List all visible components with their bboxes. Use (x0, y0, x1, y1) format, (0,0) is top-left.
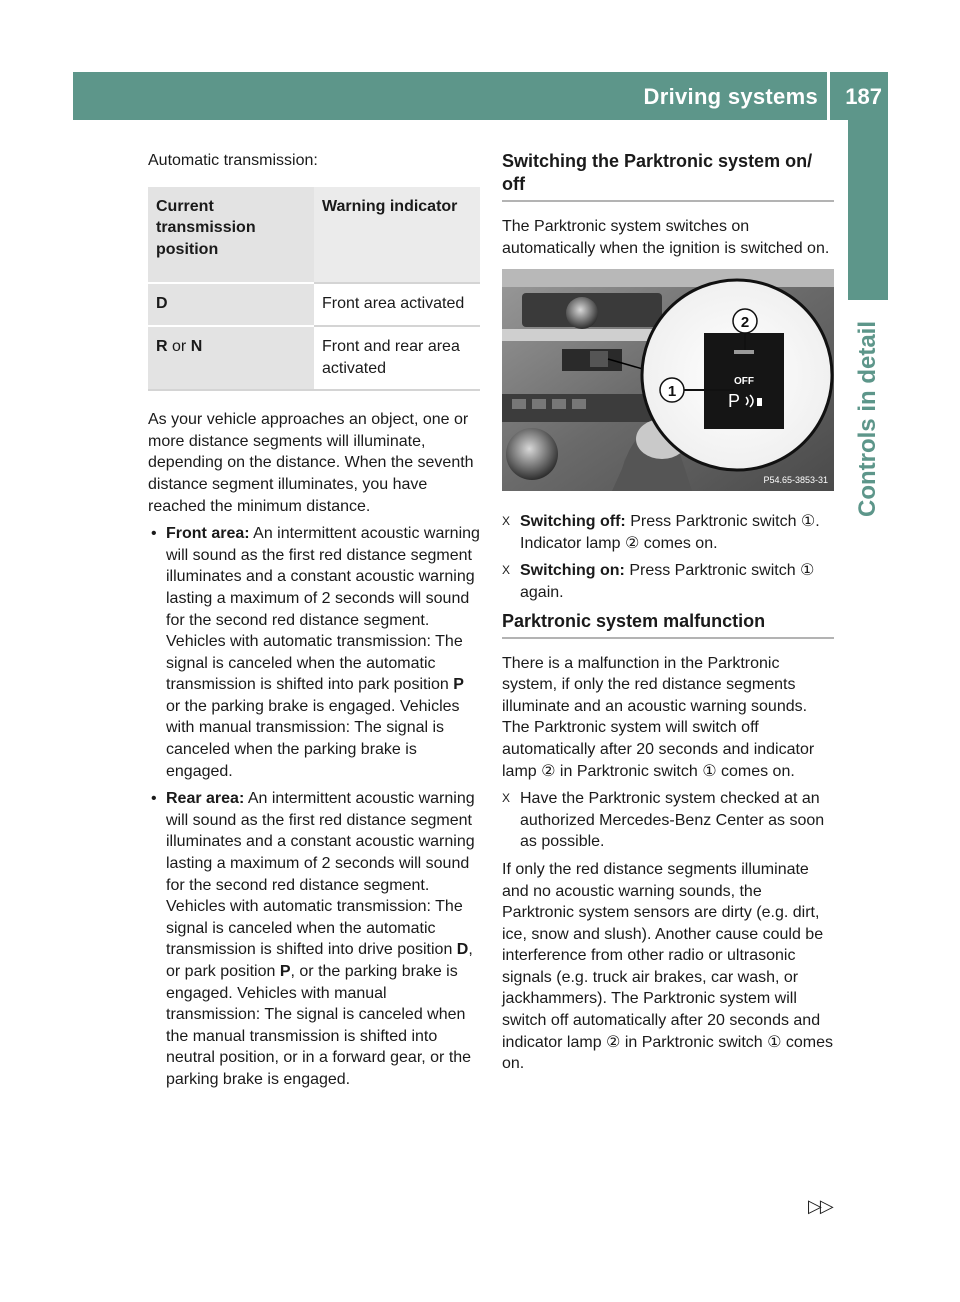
step-switching-on (502, 560, 834, 603)
gear-letter: D (456, 941, 469, 959)
bullet-text: An intermittent acoustic warning will sound as the first red distance segment illuminates and a constant acoustic warning lasting a maximum of 2 seconds will sound for the second red distance segment. Vehicles with automatic transmission: The signal is canceled when the automatic transmission is shifted into park position (166, 525, 480, 694)
table-intro: Automatic transmission: (148, 152, 318, 169)
step-text: Indicator lamp (520, 534, 625, 552)
header-separator (827, 72, 830, 120)
table-cell-position (148, 326, 314, 390)
table-cell-indicator: Front and rear area activated (314, 326, 480, 390)
or-text: or (167, 337, 191, 355)
step-text: comes on. (639, 534, 718, 552)
ref-1-icon: ① (800, 562, 815, 580)
heading-switching: Switching the Parktronic system on/ off (502, 150, 834, 202)
chapter-tab (848, 120, 888, 300)
continued-arrows-icon: ▷▷ (808, 1196, 832, 1216)
ref-1-icon: ① (767, 1033, 782, 1051)
heading-malfunction: Parktronic system malfunction (502, 610, 834, 639)
table-row (148, 283, 480, 326)
ref-1-icon: ① (702, 762, 717, 780)
switch-off-label: OFF (734, 376, 754, 388)
chapter-label (848, 304, 888, 534)
bullet-rear-area (148, 788, 480, 1090)
parktronic-symbol-letter: P (727, 391, 741, 412)
step-arrow-icon: X (502, 563, 511, 578)
gear-letter: R (156, 337, 168, 355)
right-column (502, 150, 834, 1081)
ref-2-icon: ② (541, 762, 556, 780)
bullet-label: Front area: (166, 525, 250, 543)
para-text: If only the red distance segments illuminate and no acoustic warning sounds, the Parktronic system sensors are dirty (e.g. dirt, ice, snow and slush). Another cause could be interference from other radio or ultrasonic signals (e.g. truck air brakes, car wash, or jackhammers). The Parktronic system will switch off automatically after 20 seconds and indicator lamp (502, 860, 824, 1051)
gear-letter: P (279, 963, 291, 980)
section-header-bar (73, 72, 888, 120)
para-text: in Parktronic switch (555, 762, 703, 780)
step-have-checked (502, 788, 834, 853)
figure-code: P54.65-3853-31 (763, 475, 828, 486)
bullet-dot: • (151, 790, 157, 808)
para-text: comes on. (716, 762, 795, 780)
gear-letter: D (156, 295, 168, 313)
table-row (148, 326, 480, 390)
step-text: Press Parktronic switch (624, 562, 801, 580)
ref-1-icon: ① (800, 513, 816, 531)
step-text: Press Parktronic switch (625, 513, 801, 531)
bullet-text: , or park position (166, 941, 473, 980)
step-text: again. (520, 583, 564, 601)
bullet-front-area (148, 523, 480, 782)
para-text: in Parktronic switch (620, 1033, 768, 1051)
malfunction-paragraph (502, 653, 834, 783)
bullet-label: Rear area: (166, 790, 245, 808)
bullet-text: , or the parking brake is engaged. Vehicles with manual transmission: The signal is canceled when the manual transmission is shifted into neutral position, or in a forward gear, or the parking brake is engaged. (166, 963, 472, 1088)
bullet-text: An intermittent acoustic warning will sound as the first red distance segment illuminates and a constant acoustic warning lasting a maximum of 2 seconds will sound for the second red distance segment. Vehicles with automatic transmission: The signal is canceled when the automatic transmission is shifted into drive position (166, 790, 475, 959)
table-header-indicator: Warning indicator (314, 187, 480, 284)
distance-paragraph: As your vehicle approaches an object, one or more distance segments will illuminate, depending on the distance. When the seventh distance segment illuminates, you have reached the minimum distance. (148, 411, 474, 515)
dashboard-illustration (502, 269, 834, 491)
bullet-dot: • (151, 525, 157, 543)
table-header-position: Current transmission position (148, 187, 314, 284)
step-arrow-icon: X (502, 514, 511, 529)
left-column (148, 150, 480, 1097)
switch-on-paragraph: The Parktronic system switches on automatically when the ignition is switched on. (502, 218, 830, 257)
transmission-warning-table (148, 187, 480, 392)
table-cell-indicator: Front area activated (314, 283, 480, 326)
table-cell-position (148, 283, 314, 326)
dirty-sensors-paragraph (502, 859, 834, 1075)
bullet-text: or the parking brake is engaged. Vehicles with manual transmission: The signal is canceled when the parking brake is engaged. (166, 697, 460, 780)
parktronic-switch-figure (502, 269, 834, 491)
callout-1-number: 1 (667, 383, 677, 401)
step-text: Have the Parktronic system checked at an authorized Mercedes-Benz Center as soon as possible. (520, 790, 825, 851)
step-text: . (815, 513, 820, 531)
step-arrow-icon: X (502, 791, 511, 806)
step-label: Switching on: (520, 562, 625, 580)
step-switching-off (502, 511, 834, 554)
ref-2-icon: ② (624, 534, 640, 552)
section-title: Driving systems (643, 84, 818, 109)
page-number: 187 (845, 84, 882, 109)
step-label: Switching off: (520, 513, 626, 531)
para-text: There is a malfunction in the Parktronic system, if only the red distance segments illuminate and an acoustic warning sounds. The Parktronic system will switch off automatically after 20 seconds and indicator lamp (502, 654, 815, 780)
chapter-label-text: Controls in detail (854, 320, 882, 518)
ref-2-icon: ② (606, 1033, 621, 1051)
gear-letter: P (453, 676, 464, 694)
gear-letter: N (190, 337, 203, 355)
para-text: comes on. (502, 1033, 834, 1073)
callout-2-number: 2 (740, 314, 750, 332)
